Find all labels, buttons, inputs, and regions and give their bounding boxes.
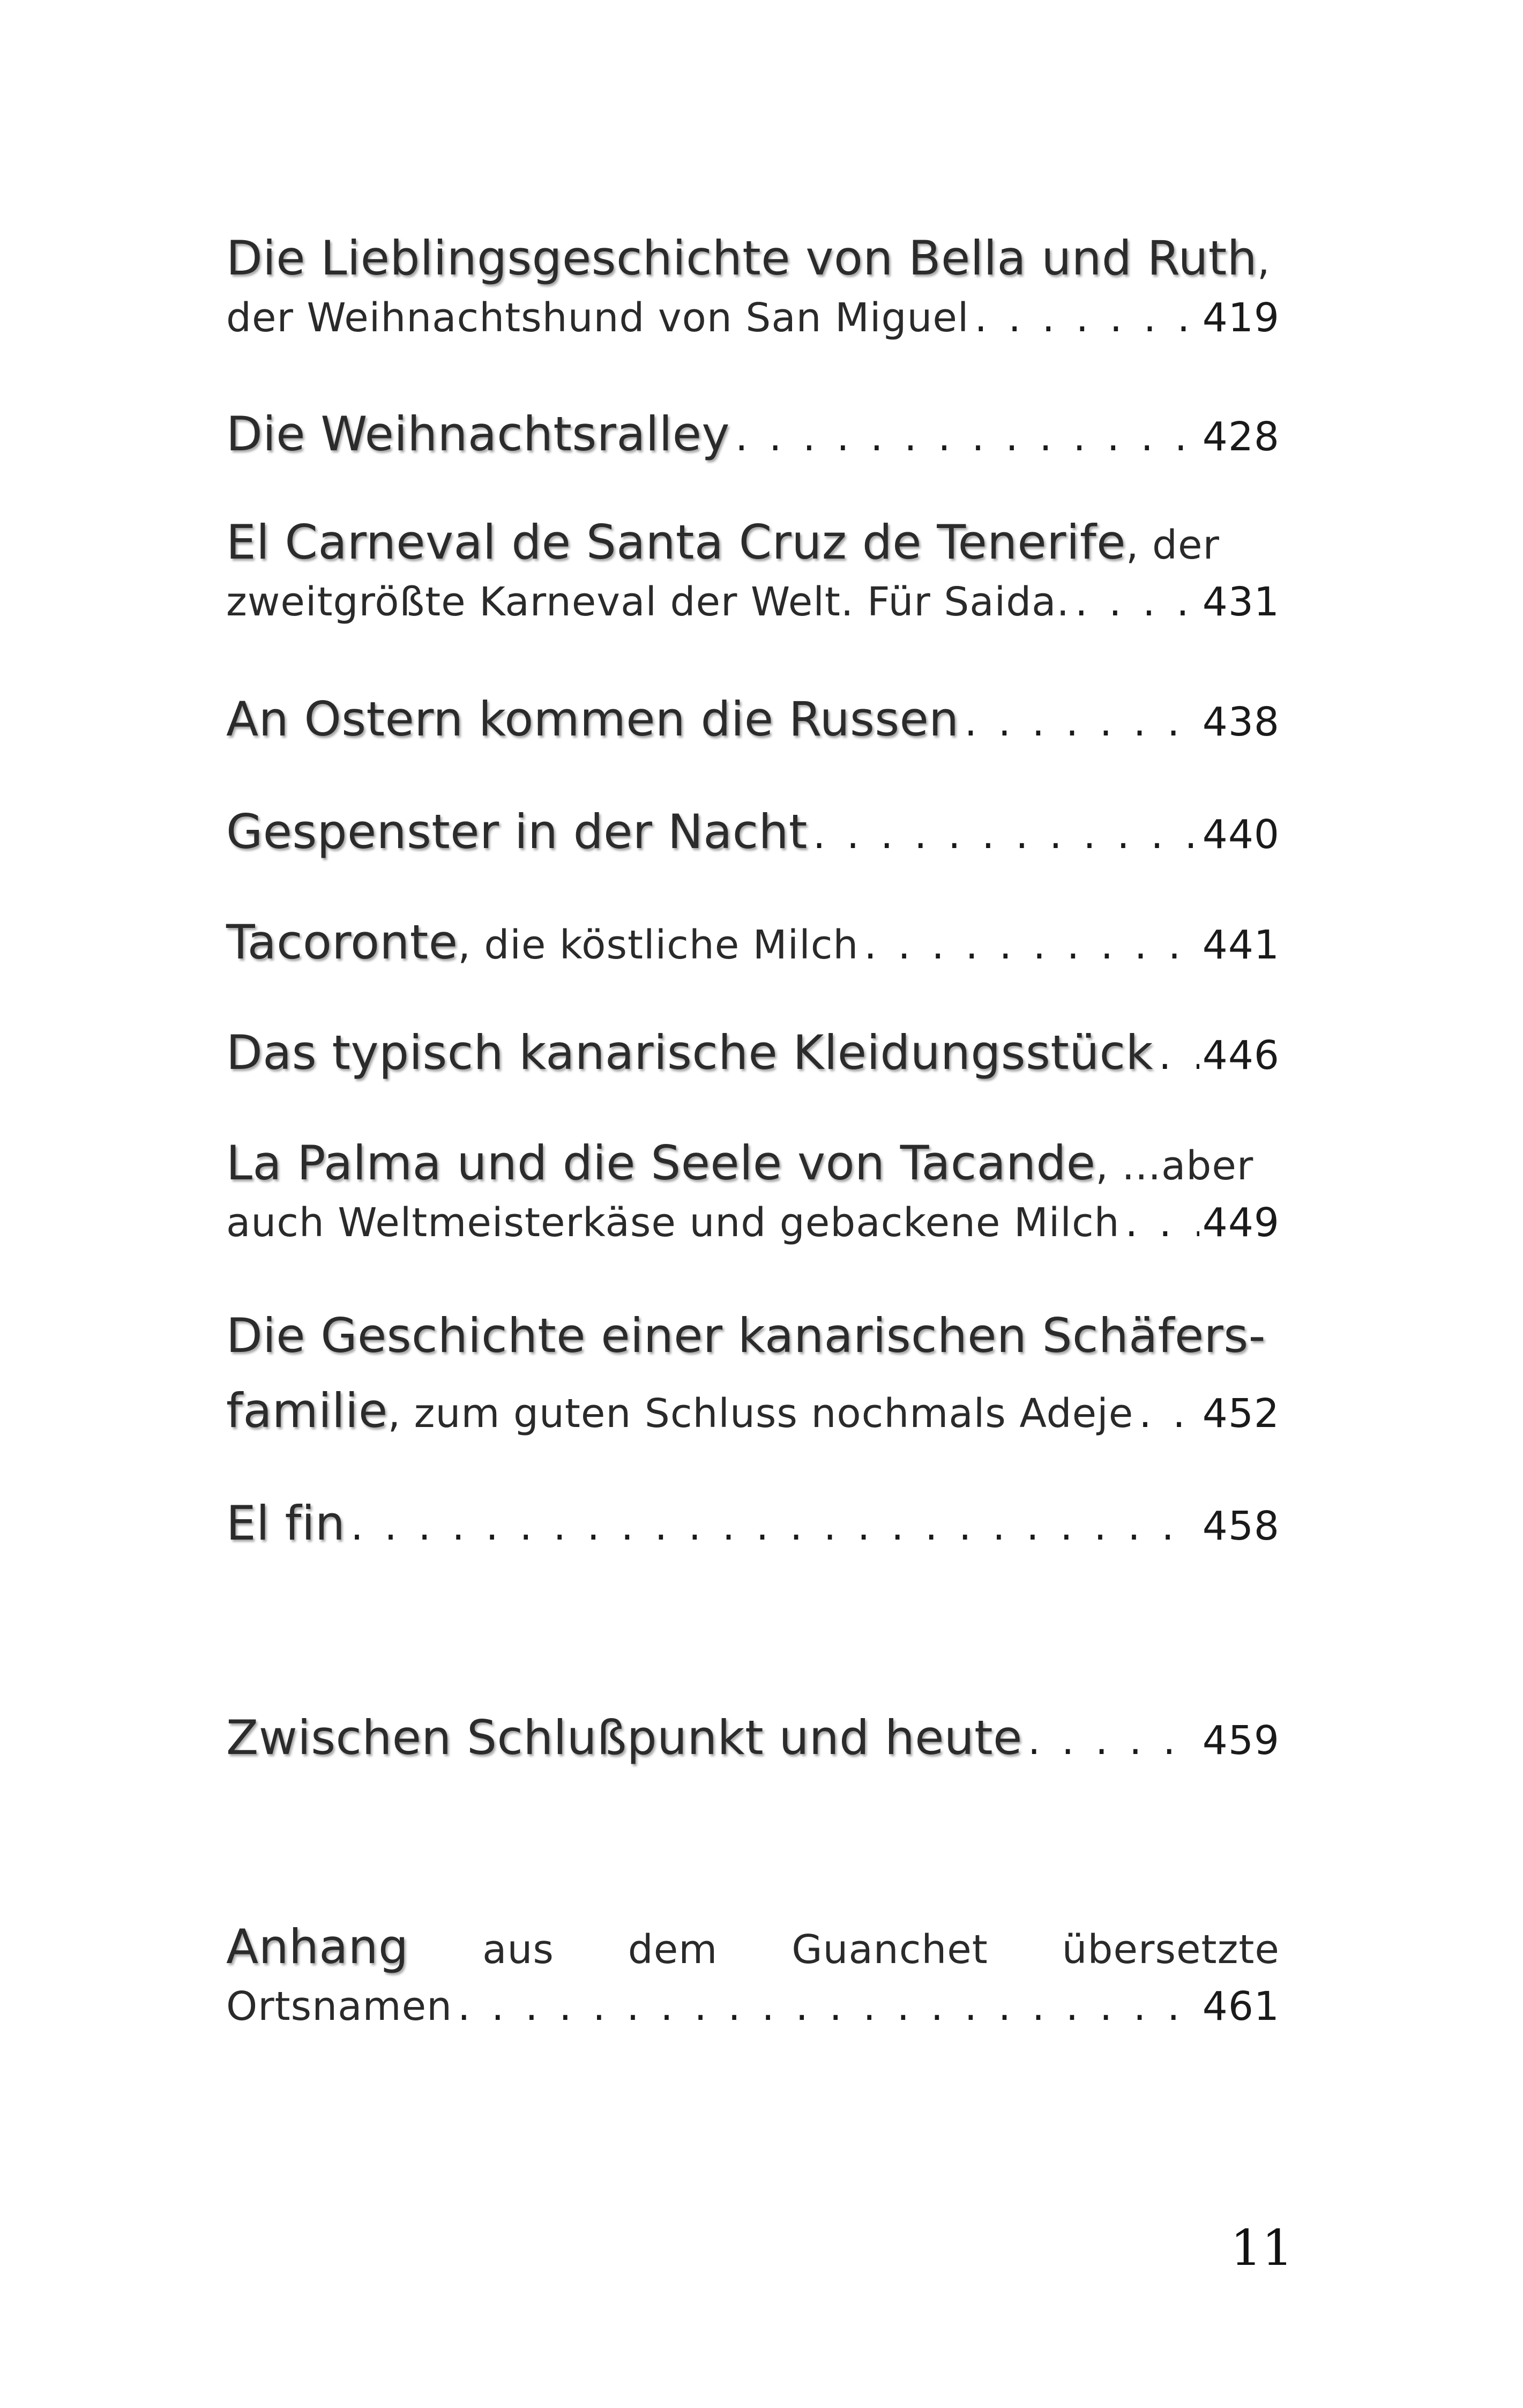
- toc-subtitle-word: übersetzte: [1062, 1927, 1280, 1973]
- leader-dots: [813, 812, 1199, 858]
- toc-entry[interactable]: [226, 406, 1280, 476]
- toc-subtitle: , zum guten Schluss nochmals Adeje: [387, 1391, 1134, 1437]
- leader-dots: [1139, 1391, 1199, 1437]
- toc-entry[interactable]: [226, 1025, 1280, 1095]
- toc-page-number: 441: [1202, 922, 1280, 968]
- toc-heading: Anhang: [226, 1919, 409, 1974]
- toc-heading: Zwischen Schlußpunkt und heute: [226, 1710, 1022, 1765]
- toc-entry[interactable]: [226, 1496, 1280, 1565]
- toc-entry[interactable]: [226, 804, 1280, 874]
- toc-heading: Tacoronte: [226, 915, 458, 970]
- toc-subtitle-word: dem: [628, 1927, 718, 1973]
- leader-dots: [864, 922, 1199, 968]
- leader-dots: [974, 295, 1199, 341]
- leader-dots: [1159, 1032, 1199, 1079]
- toc-entry[interactable]: [226, 515, 1280, 649]
- toc-entry[interactable]: [226, 1135, 1280, 1269]
- toc-subtitle: , der: [1125, 522, 1220, 568]
- toc-page-number: 419: [1202, 295, 1280, 341]
- toc-subtitle: auch Weltmeisterkäse und gebackene Milch: [226, 1200, 1120, 1246]
- toc-subtitle: der Weihnachtshund von San Miguel: [226, 295, 969, 341]
- toc-page-number: 440: [1202, 812, 1280, 858]
- toc-heading: Gespenster in der Nacht: [226, 804, 808, 859]
- toc-heading: El fin: [226, 1496, 346, 1551]
- toc-heading: Das typisch kanarische Kleidungsstück: [226, 1025, 1153, 1080]
- toc-subtitle: , ...aber: [1095, 1143, 1254, 1189]
- toc-entry[interactable]: [226, 692, 1280, 761]
- toc-subtitle-word: aus: [482, 1927, 554, 1973]
- leader-dots: [1125, 1200, 1199, 1246]
- leader-dots: [735, 414, 1199, 460]
- leader-dots: [1075, 579, 1199, 625]
- toc-entry[interactable]: [226, 1308, 1280, 1453]
- toc-heading: La Palma und die Seele von Tacande: [226, 1135, 1096, 1191]
- toc-page-number: 452: [1202, 1391, 1280, 1437]
- leader-dots: [350, 1503, 1199, 1549]
- toc-heading: An Ostern kommen die Russen: [226, 692, 959, 747]
- toc-subtitle: zweitgrößte Karneval der Welt. Für Saida.: [226, 579, 1070, 625]
- toc-page-number: 428: [1202, 414, 1280, 460]
- leader-dots: [458, 1983, 1199, 2030]
- toc-page-number: 459: [1202, 1718, 1280, 1764]
- toc-page-number: 461: [1202, 1983, 1280, 2030]
- toc-entry[interactable]: [226, 1919, 1280, 2053]
- toc-entry[interactable]: [226, 1710, 1280, 1780]
- leader-dots: [1028, 1718, 1199, 1764]
- toc-entry[interactable]: [226, 231, 1280, 365]
- toc-subtitle: ,: [1257, 238, 1271, 284]
- toc-heading: Die Geschichte einer kanarischen Schäfers-: [226, 1308, 1266, 1363]
- toc-heading: familie: [226, 1383, 388, 1438]
- toc-heading: Die Weihnachtsralley: [226, 406, 730, 462]
- toc-page-number: 438: [1202, 699, 1280, 745]
- toc-heading: El Carneval de Santa Cruz de Tenerife: [226, 515, 1126, 570]
- toc-page-number: 449: [1202, 1200, 1280, 1246]
- toc-page-number: 431: [1202, 579, 1280, 625]
- toc-subtitle-word: Guanchet: [792, 1927, 988, 1973]
- toc-entry[interactable]: [226, 915, 1280, 984]
- toc-subtitle: , die köstliche Milch: [458, 922, 859, 968]
- toc-heading: Die Lieblingsgeschichte von Bella und Ruth: [226, 231, 1257, 286]
- leader-dots: [965, 699, 1199, 745]
- page-number: 11: [1230, 2219, 1294, 2277]
- toc-page-number: 446: [1202, 1032, 1280, 1079]
- toc-page-number: 458: [1202, 1503, 1280, 1549]
- toc-subtitle: Ortsnamen: [226, 1983, 452, 2030]
